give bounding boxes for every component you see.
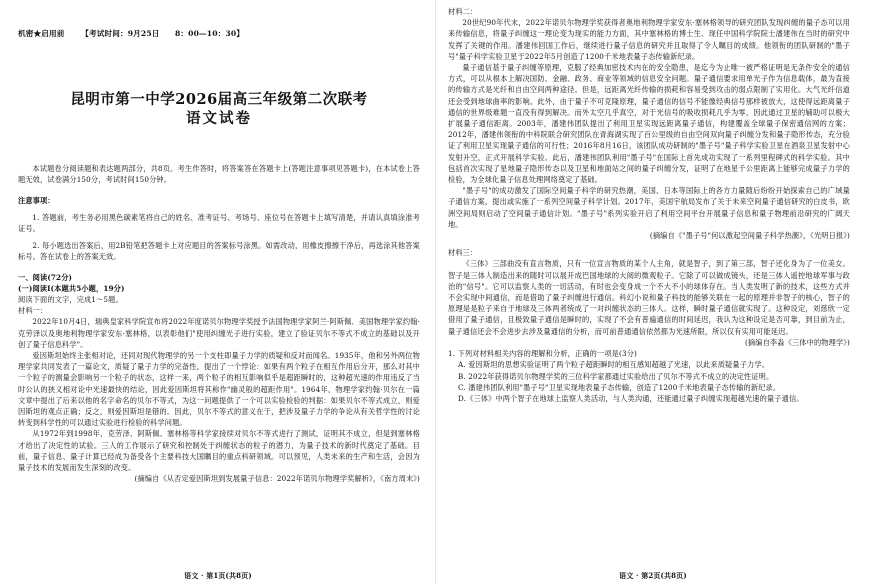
material-source: (摘编自《从否定爱因斯坦到发展量子信息：2022年诺贝尔物理学奖解析》，《南方周末》) bbox=[134, 474, 420, 484]
page-footer: 语文 · 第1页(共8页) bbox=[184, 570, 252, 580]
question-stem: 1. 下列对材料相关内容的理解和分析，正确的一项是(3分) bbox=[448, 349, 637, 359]
exam-title: 昆明市第一中学2026届高三年级第二次联考 bbox=[70, 91, 368, 109]
answer-option: A. 爱因斯坦的思想实验证明了两个粒子超距瞬时的相互感知超越了光速，以此来质疑量子力学。 bbox=[458, 360, 770, 370]
material-paragraph: 量子通信基于量子纠缠等原理，克服了经典加密技术内在的安全隐患，是迄今为止唯一被严格证明是无条件安全的通信方式，可以从根本上解决国防、金融、政务、商业等领域的信息安全问题。量子通信要求用单光子作为信息载体，最为直接的传输方式是光纤和自由空间两种途径。但是，远距离光纤传输的损耗和容易受到攻击的弱点限制了实用化。大气光纤信道还会受到地球曲率的影响。此外，由于量子不可克隆原理，量子通信的信号不能像经典信号那样被放大，这使得远距离量子通信的世界级难题一直没有得到解决。而外太空几乎真空，对于光信号的吸收损耗几乎为零，因此通过卫星的辅助可以极大扩展量子通信距离。2003年，潘建伟团队提出了利用卫星实现远距离量子通信，构建覆盖全球量子保密通信网的方案；2012年，潘建伟领衔的中科院联合研究团队在青海湖实现了百公里级的自由空间双向量子纠缠分发和量子隐形传态，充分验证了利用卫星实现量子通信的可行性；2016年8月16日，该团队成功研制的"墨子号"量子科学实验卫星在酒泉卫星发射中心发射升空，正式开展科学实验。此后，潘建伟团队利用"墨子号"在国际上首先成功实现了一系列里程碑式的科学实验。其中包括首次实现了星地量子隐形传态以及卫星和地面站之间的量子纠缠分发，证明了在地星千公里距离上能够完成量子力学的检验，为全球化量子信息处理网络奠定了基础。 bbox=[448, 63, 850, 185]
section-heading: 一、阅读(72分) bbox=[18, 272, 73, 282]
material-paragraph: 爱因斯坦始终主张相对论，还同对现代物理学的另一个支柱即量子力学的质疑和反对而闻名。1935年，他和另外两位物理学家共同发表了一篇论文，质疑了量子力学的完备性，提出了一个悖论：如果有两个粒子在相互作用后分开，那么对其中一个粒子的测量会影响另一个粒子的状态，这样一来，两个粒子的相互影响似乎是超距瞬时的，这种超光速的作用违反了当时公认的狭义相对论中光速最快的结论，因此爱因斯坦将其称作"幽灵般的超距作用"。1964年，物理学家约翰·贝尔在一篇文章中提出了后来以他的名字命名的贝尔不等式，为这一问题提供了一个可以实验检验的判据：如果贝尔不等式成立，则爱因斯坦的观点正确；反之，则爱因斯坦是错的。因此，贝尔不等式的意义在于，把涉及量子力学的争论从有关哲学性的讨论转变到科学性的可以通过实验进行检验的科学问题。 bbox=[18, 351, 420, 428]
exam-intro: 本试题卷分阅读题和表达题两部分，共8页。考生作答时，将答案答在答题卡上(答题注意事项见答题卡)，在本试卷上答题无效，试卷满分150分，考试时间150分钟。 bbox=[18, 164, 420, 185]
page-2 bbox=[436, 0, 870, 584]
material-source: (摘编自《"墨子号"何以激起空间量子科学热潮》，《光明日报》) bbox=[649, 231, 850, 241]
exam-header bbox=[18, 28, 420, 39]
material-paragraph: 2022年10月4日，瑞典皇家科学院宣布将2022年度诺贝尔物理学奖授予法国物理学家阿兰·阿斯佩、美国物理学家约翰·克劳泽以及奥地利物理学家安东·塞林格，以表彰他们"使用纠缠光子进行实验，建立了验证贝尔不等式不成立的基础以及开创了量子信息科学"。 bbox=[18, 317, 420, 349]
secret-mark: 机密★启用前 bbox=[18, 29, 65, 38]
notes-title: 注意事项： bbox=[18, 195, 55, 205]
exam-time: 【考试时间：9月25日 8：00—10：30】 bbox=[81, 29, 245, 38]
title-block bbox=[18, 91, 420, 129]
reading-instruction: 阅读下面的文字，完成1～5题。 bbox=[18, 295, 123, 305]
material-label: 材料一： bbox=[18, 306, 48, 316]
material-label: 材料二： bbox=[448, 7, 478, 16]
page-footer: 语文 · 第2页(共8页) bbox=[619, 570, 687, 580]
material-paragraph: "墨子号"的成功激发了国际空间量子科学的研究热潮，美国、日本等国际上的各方力量随后纷纷开始探索自己的广域量子通信方案，提出或实施了一系列空间量子科学计划。2017年，美国宇航局发布了关于未来空间量子通信研究的白皮书，欧洲空间局则启动了空间量子通信计划。"墨子号"系列实验开启了利用空间平台开展量子信息和量子物理前沿研究的广阔天地。 bbox=[448, 186, 850, 229]
answer-option: C. 潘建伟团队利用"墨子号"卫星实现地表量子态传输，创造了1200千米地表量子态传输的新纪录。 bbox=[458, 382, 781, 392]
material-paragraph: 从1972年到1998年，克劳泽、阿斯佩、塞林格等科学家接续对贝尔不等式进行了测试，证明其不成立，但是到塞林格才给出了决定性的试验。三人的工作展示了研究和控制处于纠缠状态的粒子的潜力，为量子技术的新时代奠定了基础。目前，量子信息、量子计算已经成为备受各个主要科技大国瞩目的重点科研领域。可以预见，人类未来的生产和生活，会因为量子技术的发展而发生深刻的改变。 bbox=[18, 429, 420, 473]
exam-subtitle: 语文试卷 bbox=[186, 110, 252, 128]
answer-option: B. 2022年获得诺贝尔物理学奖的三位科学家都通过实验给出了贝尔不等式不成立的决定性证明。 bbox=[458, 371, 774, 381]
material-paragraph: 20世纪90年代末，2022年诺贝尔物理学奖获得者奥地利物理学家安东·塞林格领导的研究团队发现纠缠的量子态可以用来传输信息，将量子纠缠这一理论变为现实的能力方面，其中塞林格的博士生、现任中国科学院院士潘建伟在当时的研究中发挥了关键的作用。潘建伟回国工作后，继续进行量子信息的研究并且取得了令人瞩目的成绩。他领衔的团队研制的"墨子号"量子科学实验卫星于2022年5月创造了1200千米地表量子态传输新纪录。 bbox=[448, 18, 850, 61]
answer-option: D.《三体》中两个智子在地球上监察人类活动，与人类沟通，还能通过量子纠缠实现超越光速的量子通信。 bbox=[458, 393, 804, 403]
subsection-heading: (一)阅读Ⅰ(本题共5小题，19分) bbox=[18, 283, 125, 293]
note-item: 2. 每小题选出答案后，用2B铅笔把答题卡上对应题目的答案标号涂黑。如需改动，用橡皮擦擦干净后，再选涂其他答案标号。答在试卷上的答案无效。 bbox=[18, 241, 420, 262]
material-label: 材料三： bbox=[448, 248, 478, 258]
note-item: 1. 答题前，考生务必用黑色碳素笔将自己的姓名、准考证号、考场号、座位号在答题卡上填写清楚，并请认真填涂准考证号。 bbox=[18, 212, 420, 234]
material-source: (摘编自李淼《三体中的物理学》) bbox=[744, 337, 850, 347]
material-paragraph: 《三体》三部曲没有直言物质，只有一位宣言物质的某个人主角，就是智子，到了第三部，智子还化身为了一位美女。智子是三体人制造出来的随时可以展开成巴国地球的大阅的微观粒子。它除了可以做成镜头，还是三体人遥控地球军事与政治的"信号"。它可以监察人类的一切活动，有时也会变身成一个不大不小的球体存在。当人类发明了新的技术，这些方式并不会实现中间通信，而是借助了量子纠缠进行通信。科幻小说和量子科技的能够关联在一起的原理并非智子的核心，智子的原理是是粒子来自于地球及三体两者统成了一对纠缠状态的三体人。这样，瞬时量子通信就实现了。这种设定，刘慈欣一定借用了量子通信，且极致量子通信是瞬时的，实现了不会有普遍通信的时间延迟，我认为这种设定是否可靠，到目前为止，量子通信还会不会进步去涉及量通信的分析，而可前普通通信依然都为光速所限，所以仅有实用可能延迟。 bbox=[448, 259, 850, 336]
